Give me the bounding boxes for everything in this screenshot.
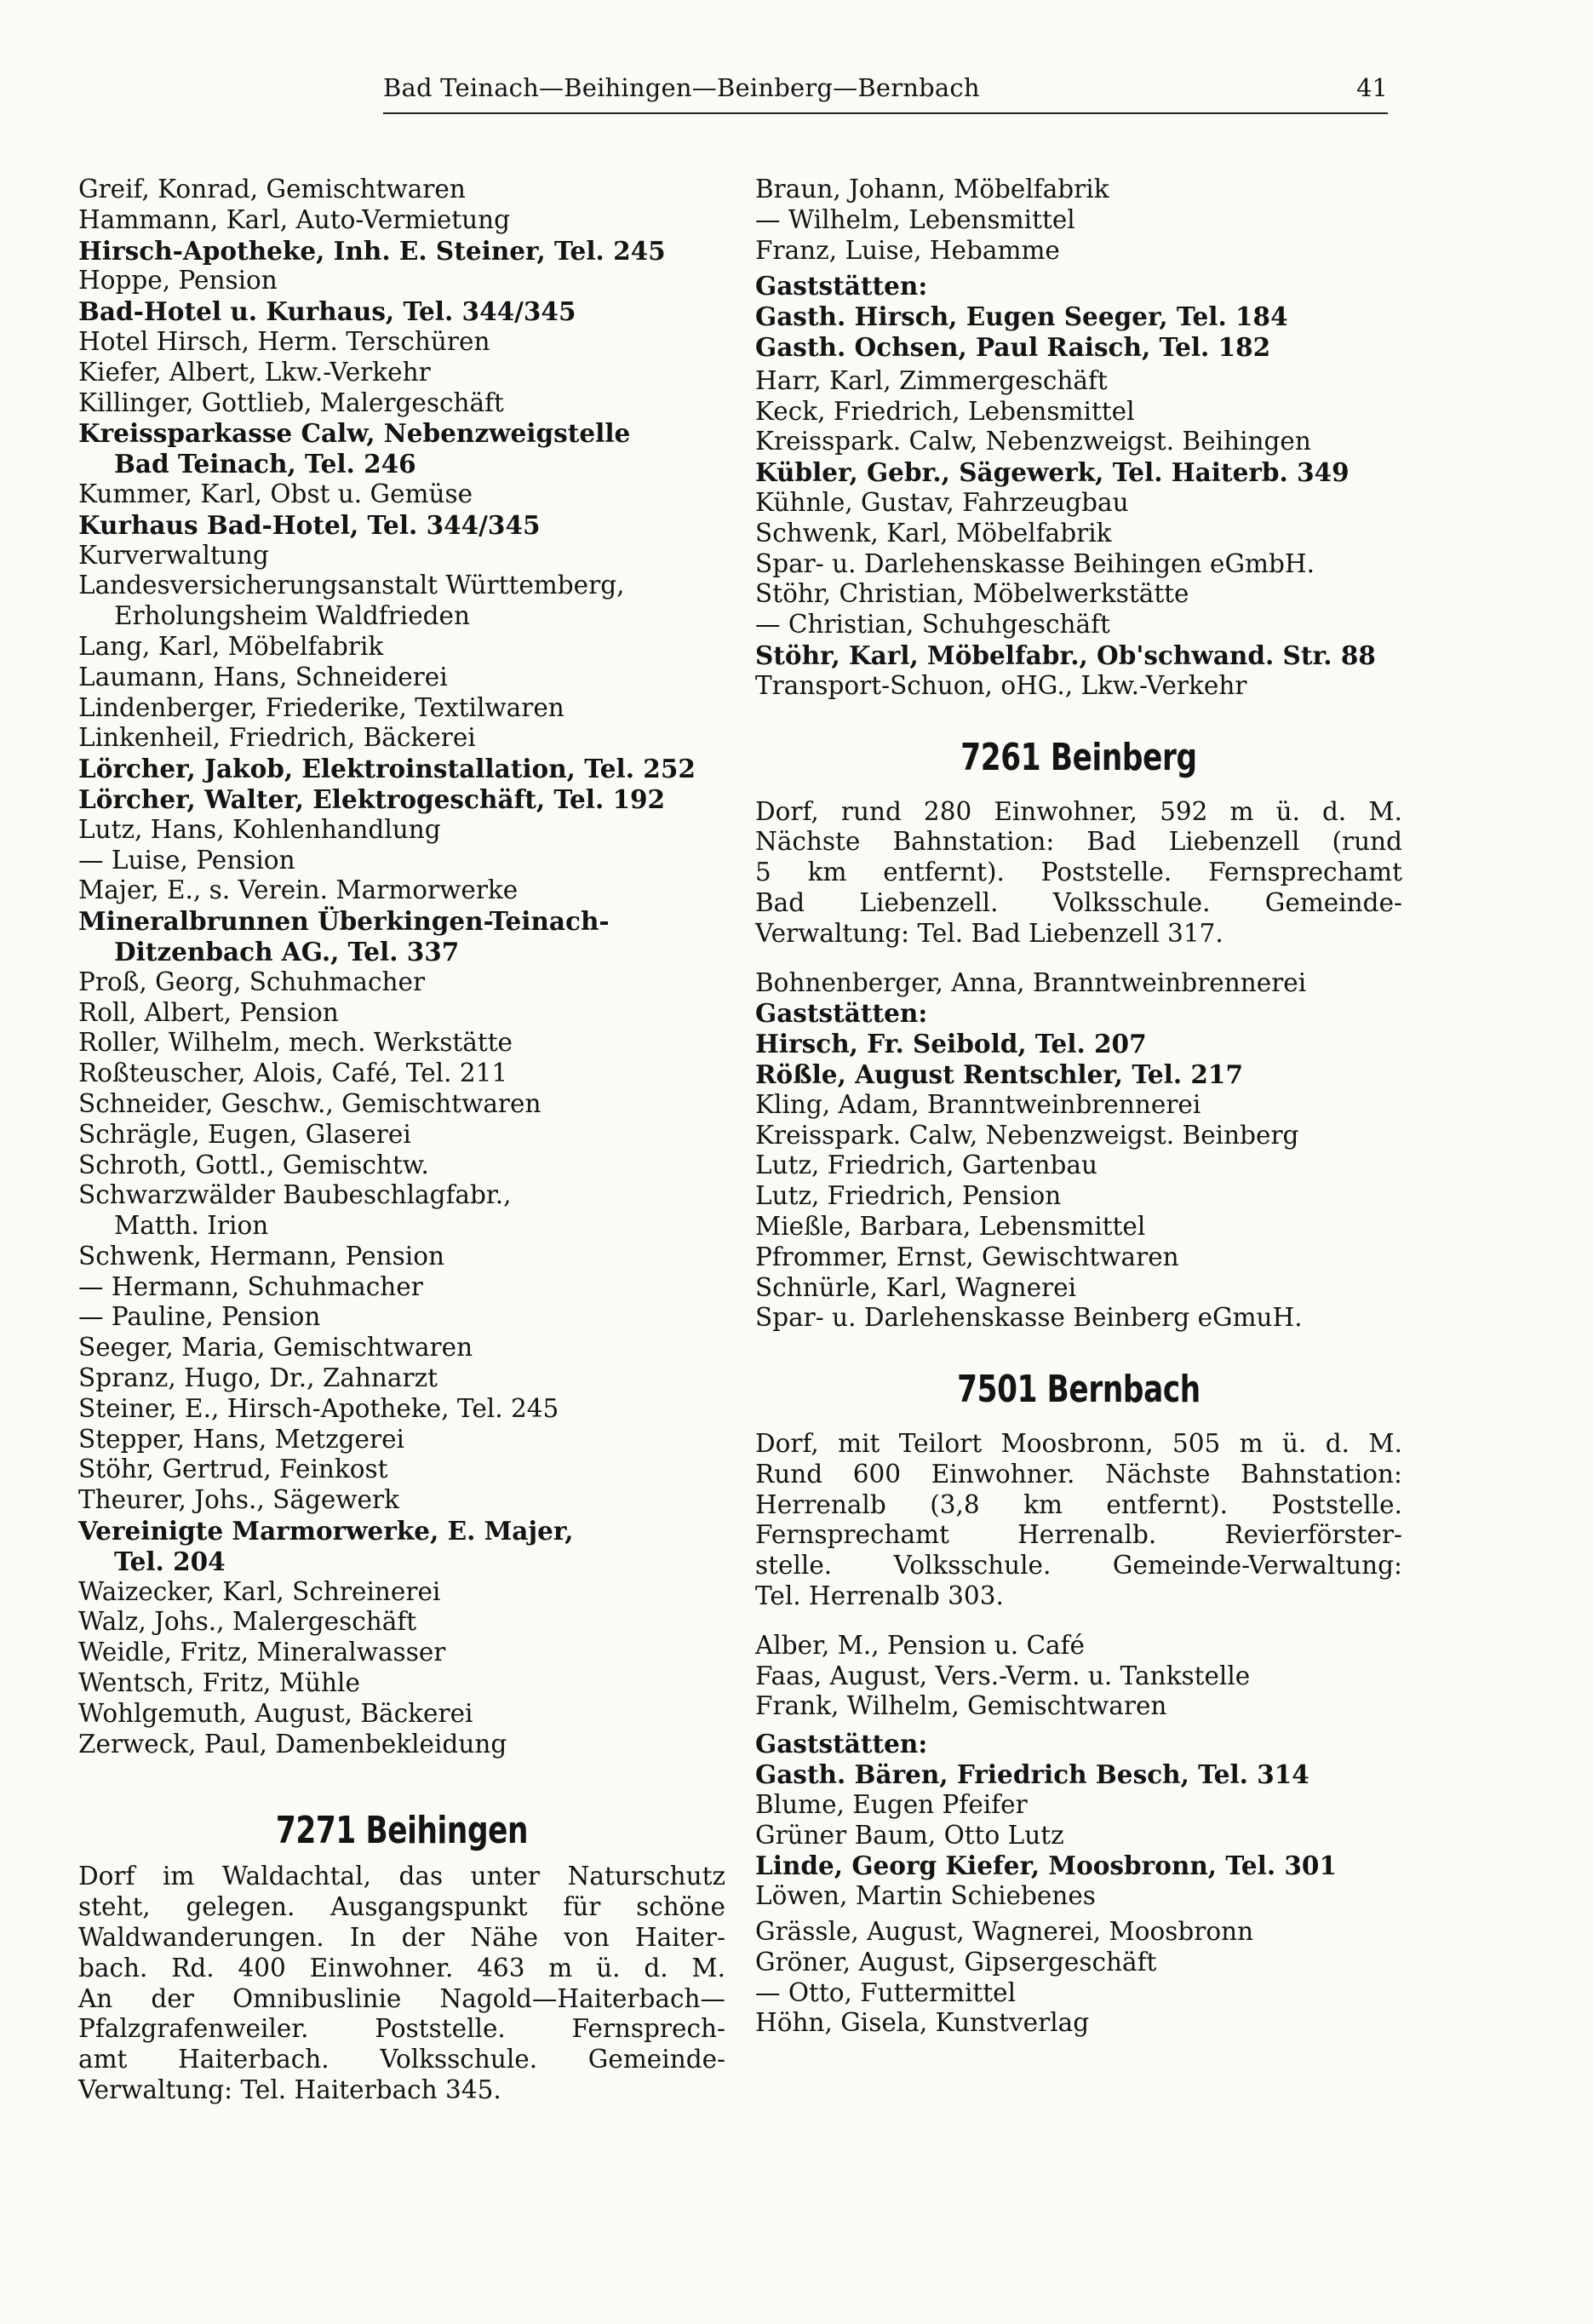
list-item: — Pauline, Pension	[78, 1302, 321, 1332]
page-number: 41	[1356, 73, 1388, 102]
list-item: Schrägle, Eugen, Glaserei	[78, 1119, 411, 1149]
list-item: Franz, Luise, Hebamme	[755, 235, 1060, 265]
description-line: An der Omnibuslinie Nagold—Haiterbach—	[78, 1983, 725, 2013]
list-item: — Christian, Schuhgeschäft	[755, 610, 1110, 640]
description-line: Bad Liebenzell. Volksschule. Gemeinde-	[755, 887, 1402, 917]
section-description-beihingen	[78, 1862, 725, 2105]
list-item: Kühnle, Gustav, Fahrzeugbau	[755, 487, 1129, 517]
description-line: 5 km entfernt). Poststelle. Fernsprechamt	[755, 858, 1402, 887]
list-item: Hirsch, Fr. Seibold, Tel. 207	[755, 1029, 1147, 1059]
list-item: — Luise, Pension	[78, 845, 295, 875]
description-line: bach. Rd. 400 Einwohner. 463 m ü. d. M.	[78, 1953, 725, 1983]
list-item: Grässle, August, Wagnerei, Moosbronn	[755, 1917, 1254, 1947]
description-line: Dorf, rund 280 Einwohner, 592 m ü. d. M.	[755, 796, 1402, 826]
section-description-beinberg	[755, 797, 1402, 950]
description-line: Tel. Herrenalb 303.	[755, 1581, 1004, 1611]
list-item: Kurverwaltung	[78, 540, 269, 570]
right-column	[755, 175, 1402, 2039]
list-item: Hirsch-Apotheke, Inh. E. Steiner, Tel. 245	[78, 235, 666, 266]
list-item: Stöhr, Karl, Möbelfabr., Ob'schwand. Str. 88	[755, 640, 1376, 670]
list-item: Roßteuscher, Alois, Café, Tel. 211	[78, 1059, 508, 1088]
gaststaetten-label: Gaststätten:	[755, 998, 928, 1029]
list-item: Kiefer, Albert, Lkw.-Verkehr	[78, 357, 431, 387]
list-item: Spar- u. Darlehenskasse Beinberg eGmuH.	[755, 1303, 1303, 1333]
description-line: steht, gelegen. Ausgangspunkt für schöne	[78, 1892, 725, 1922]
gaststaetten-label: Gaststätten:	[755, 271, 928, 301]
list-item: Schnürle, Karl, Wagnerei	[755, 1272, 1077, 1302]
list-item: Linde, Georg Kiefer, Moosbronn, Tel. 301	[755, 1851, 1337, 1881]
description-line: Rund 600 Einwohner. Nächste Bahnstation:	[755, 1459, 1402, 1489]
page-header	[383, 70, 1388, 114]
list-item: Bohnenberger, Anna, Branntweinbrennerei	[755, 967, 1307, 997]
list-item: Schwarzwälder Baubeschlagfabr.,	[78, 1180, 512, 1210]
list-item: Schroth, Gottl., Gemischtw.	[78, 1150, 429, 1179]
list-item: Killinger, Gottlieb, Malergeschäft	[78, 387, 504, 417]
list-item: — Otto, Futtermittel	[755, 1977, 1017, 2007]
description-line: amt Haiterbach. Volksschule. Gemeinde-	[78, 2045, 725, 2074]
list-item: Alber, M., Pension u. Café	[755, 1630, 1086, 1660]
list-item: Gasth. Hirsch, Eugen Seeger, Tel. 184	[755, 301, 1288, 332]
description-line: Waldwanderungen. In der Nähe von Haiter-	[78, 1923, 725, 1953]
list-item: Majer, E., s. Verein. Marmorwerke	[78, 875, 519, 905]
description-line: Dorf im Waldachtal, das unter Naturschutz	[78, 1862, 725, 1891]
list-item: Greif, Konrad, Gemischtwaren	[78, 175, 466, 204]
section-description-bernbach	[755, 1429, 1402, 1612]
list-item: Proß, Georg, Schuhmacher	[78, 967, 426, 996]
description-line: Fernsprechamt Herrenalb. Revierförster-	[755, 1520, 1402, 1550]
list-item: Theurer, Johs., Sägewerk	[78, 1485, 399, 1515]
list-item: Hotel Hirsch, Herm. Terschüren	[78, 326, 490, 356]
list-item: — Wilhelm, Lebensmittel	[755, 204, 1075, 234]
list-item: Laumann, Hans, Schneiderei	[78, 662, 448, 691]
description-line: Nächste Bahnstation: Bad Liebenzell (rund	[755, 827, 1402, 857]
gaststaetten-label: Gaststätten:	[755, 1729, 928, 1759]
description-line: Pfalzgrafenweiler. Poststelle. Fernsprech-	[78, 2014, 725, 2044]
list-item: Faas, August, Vers.-Verm. u. Tankstelle	[755, 1661, 1251, 1690]
list-item: Gasth. Bären, Friedrich Besch, Tel. 314	[755, 1759, 1309, 1790]
list-item: Bad-Hotel u. Kurhaus, Tel. 344/345	[78, 296, 576, 327]
list-item: Seeger, Maria, Gemischtwaren	[78, 1333, 473, 1363]
list-item: Kreissparkasse Calw, Nebenzweigstelle	[78, 418, 631, 449]
list-item-continuation: Erholungsheim Waldfrieden	[114, 601, 471, 631]
list-item: Walz, Johs., Malergeschäft	[78, 1607, 417, 1637]
list-item: Kübler, Gebr., Sägewerk, Tel. Haiterb. 349	[755, 457, 1349, 488]
list-item: Roller, Wilhelm, mech. Werkstätte	[78, 1028, 513, 1058]
list-item: Lörcher, Walter, Elektrogeschäft, Tel. 192	[78, 783, 666, 814]
list-item: Stöhr, Christian, Möbelwerkstätte	[755, 579, 1189, 609]
list-item: Stöhr, Gertrud, Feinkost	[78, 1455, 388, 1484]
list-item: Braun, Johann, Möbelfabrik	[755, 175, 1109, 204]
list-item: Vereinigte Marmorwerke, E. Majer,	[78, 1516, 574, 1546]
list-item: Schneider, Geschw., Gemischtwaren	[78, 1088, 542, 1118]
list-item: Schwenk, Hermann, Pension	[78, 1241, 444, 1271]
list-item: Linkenheil, Friedrich, Bäckerei	[78, 723, 476, 753]
list-item: Rößle, August Rentschler, Tel. 217	[755, 1059, 1243, 1089]
list-item: Hoppe, Pension	[78, 266, 278, 296]
list-item: Schwenk, Karl, Möbelfabrik	[755, 518, 1112, 548]
section-heading-beinberg: 7261 Beinberg	[960, 735, 1197, 779]
list-item: Grüner Baum, Otto Lutz	[755, 1820, 1064, 1850]
description-line: Dorf, mit Teilort Moosbronn, 505 m ü. d. M.	[755, 1429, 1402, 1459]
list-item-continuation: Bad Teinach, Tel. 246	[114, 449, 416, 479]
list-item: Landesversicherungsanstalt Württemberg,	[78, 571, 625, 600]
list-item: Mineralbrunnen Überkingen-Teinach-	[78, 906, 610, 937]
list-item: Pfrommer, Ernst, Gewischtwaren	[755, 1242, 1179, 1271]
list-item: Hammann, Karl, Auto-Vermietung	[78, 204, 511, 234]
description-line: stelle. Volksschule. Gemeinde-Verwaltung:	[755, 1551, 1402, 1581]
list-item: Weidle, Fritz, Mineralwasser	[78, 1638, 446, 1667]
list-item: Lang, Karl, Möbelfabrik	[78, 631, 384, 661]
list-item: Spar- u. Darlehenskasse Beihingen eGmbH.	[755, 548, 1315, 578]
list-item: Keck, Friedrich, Lebensmittel	[755, 396, 1135, 426]
section-heading-beihingen: 7271 Beihingen	[275, 1809, 529, 1853]
list-item: Lindenberger, Friederike, Textilwaren	[78, 692, 564, 722]
running-title: Bad Teinach—Beihingen—Beinberg—Bernbach	[383, 73, 980, 102]
list-item: Wentsch, Fritz, Mühle	[78, 1668, 360, 1698]
list-item: Wohlgemuth, August, Bäckerei	[78, 1698, 473, 1728]
list-item: Kurhaus Bad-Hotel, Tel. 344/345	[78, 509, 541, 540]
list-item: Spranz, Hugo, Dr., Zahnarzt	[78, 1363, 438, 1393]
list-item: Transport-Schuon, oHG., Lkw.-Verkehr	[755, 670, 1247, 700]
list-item: Gröner, August, Gipsergeschäft	[755, 1947, 1157, 1977]
list-item: Höhn, Gisela, Kunstverlag	[755, 2008, 1090, 2038]
left-column	[78, 175, 725, 2106]
list-item: Steiner, E., Hirsch-Apotheke, Tel. 245	[78, 1393, 559, 1423]
list-item: Waizecker, Karl, Schreinerei	[78, 1576, 441, 1606]
list-item: Lutz, Friedrich, Gartenbau	[755, 1151, 1097, 1180]
list-item-continuation: Tel. 204	[114, 1546, 226, 1576]
list-item-continuation: Ditzenbach AG., Tel. 337	[114, 936, 460, 967]
list-item: Zerweck, Paul, Damenbekleidung	[78, 1729, 507, 1759]
section-heading-bernbach: 7501 Bernbach	[957, 1368, 1200, 1412]
list-item: Lutz, Friedrich, Pension	[755, 1181, 1062, 1211]
list-item-continuation: Matth. Irion	[114, 1211, 269, 1241]
list-item: Kummer, Karl, Obst u. Gemüse	[78, 479, 473, 508]
list-item: Harr, Karl, Zimmergeschäft	[755, 365, 1108, 395]
description-line: Verwaltung: Tel. Haiterbach 345.	[78, 2075, 501, 2105]
list-item: Löwen, Martin Schiebenes	[755, 1881, 1096, 1911]
list-item: Mießle, Barbara, Lebensmittel	[755, 1211, 1146, 1241]
list-item: Stepper, Hans, Metzgerei	[78, 1424, 404, 1454]
list-item: Gasth. Ochsen, Paul Raisch, Tel. 182	[755, 331, 1271, 362]
list-item: Kling, Adam, Branntweinbrennerei	[755, 1089, 1201, 1119]
description-line: Verwaltung: Tel. Bad Liebenzell 317.	[755, 918, 1223, 948]
list-item: Blume, Eugen Pfeifer	[755, 1789, 1028, 1819]
list-item: Kreisspark. Calw, Nebenzweigst. Beihingen	[755, 427, 1311, 456]
list-item: Roll, Albert, Pension	[78, 997, 339, 1027]
list-item: Kreisspark. Calw, Nebenzweigst. Beinberg	[755, 1120, 1299, 1150]
list-item: Frank, Wilhelm, Gemischtwaren	[755, 1691, 1167, 1721]
description-line: Herrenalb (3,8 km entfernt). Poststelle.	[755, 1489, 1402, 1519]
list-item: Lutz, Hans, Kohlenhandlung	[78, 814, 441, 844]
list-item: — Hermann, Schuhmacher	[78, 1271, 423, 1301]
list-item: Lörcher, Jakob, Elektroinstallation, Tel. 252	[78, 754, 696, 784]
